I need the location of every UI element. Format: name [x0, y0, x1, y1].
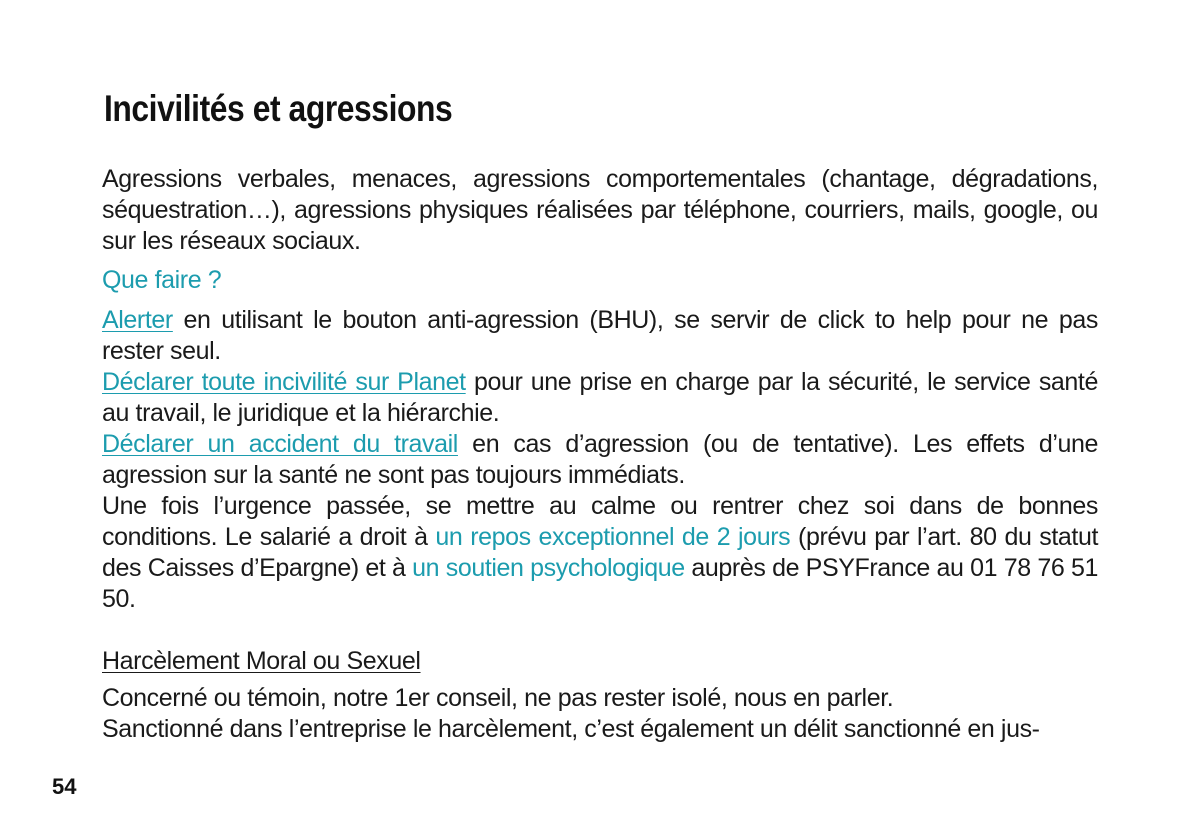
after-paragraph — [102, 491, 1098, 615]
section-spacer — [102, 615, 1098, 646]
alert-link[interactable]: Alerter — [102, 306, 173, 334]
accident-paragraph — [102, 429, 1098, 491]
harassment-heading: Harcèlement Moral ou Sexuel — [102, 647, 421, 675]
declare-incivility-link[interactable]: Déclarer toute incivilité sur Planet — [102, 368, 466, 396]
harassment-line-1: Concerné ou témoin, notre 1er conseil, ne pas rester isolé, nous en parler. — [102, 684, 894, 712]
page-number: 54 — [52, 774, 77, 799]
alert-paragraph — [102, 305, 1098, 367]
harassment-line-2: Sanctionné dans l’entreprise le harcèlement, c’est également un délit sanctionné en jus- — [102, 715, 1040, 743]
after-text-2: (prévu par l’art. 80 du statut des Caisses d’Epargne) et à — [102, 523, 1098, 582]
psych-support-highlight: un soutien psychologique — [412, 554, 685, 582]
alert-text: en utilisant le bouton anti-agression (BHU), se servir de click to help pour ne pas rester seul. — [102, 306, 1098, 365]
accident-text: en cas d’agression (ou de tentative). Les effets d’une agression sur la santé ne sont pas toujours immédiats. — [102, 430, 1098, 489]
page-title: Incivilités et agressions — [104, 88, 453, 129]
after-text-1: Une fois l’urgence passée, se mettre au calme ou rentrer chez soi dans de bonnes conditions. Le salarié a droit à — [102, 492, 1098, 551]
intro-paragraph: Agressions verbales, menaces, agressions comportementales (chantage, dégradations, séquestration…), agressions physiques réalisées par téléphone, courriers, mails, google, ou sur les réseaux sociaux. — [102, 165, 1098, 255]
rest-days-highlight: un repos exceptionnel de 2 jours — [435, 523, 791, 551]
question-heading: Que faire ? — [102, 266, 222, 294]
declare-paragraph — [102, 367, 1098, 429]
after-text-3: auprès de PSYFrance au 01 78 76 51 50. — [102, 554, 1098, 613]
page-body — [102, 164, 1098, 745]
declare-text: pour une prise en charge par la sécurité, le service santé au travail, le juridique et la hiérarchie. — [102, 368, 1098, 427]
work-accident-link[interactable]: Déclarer un accident du travail — [102, 430, 458, 458]
